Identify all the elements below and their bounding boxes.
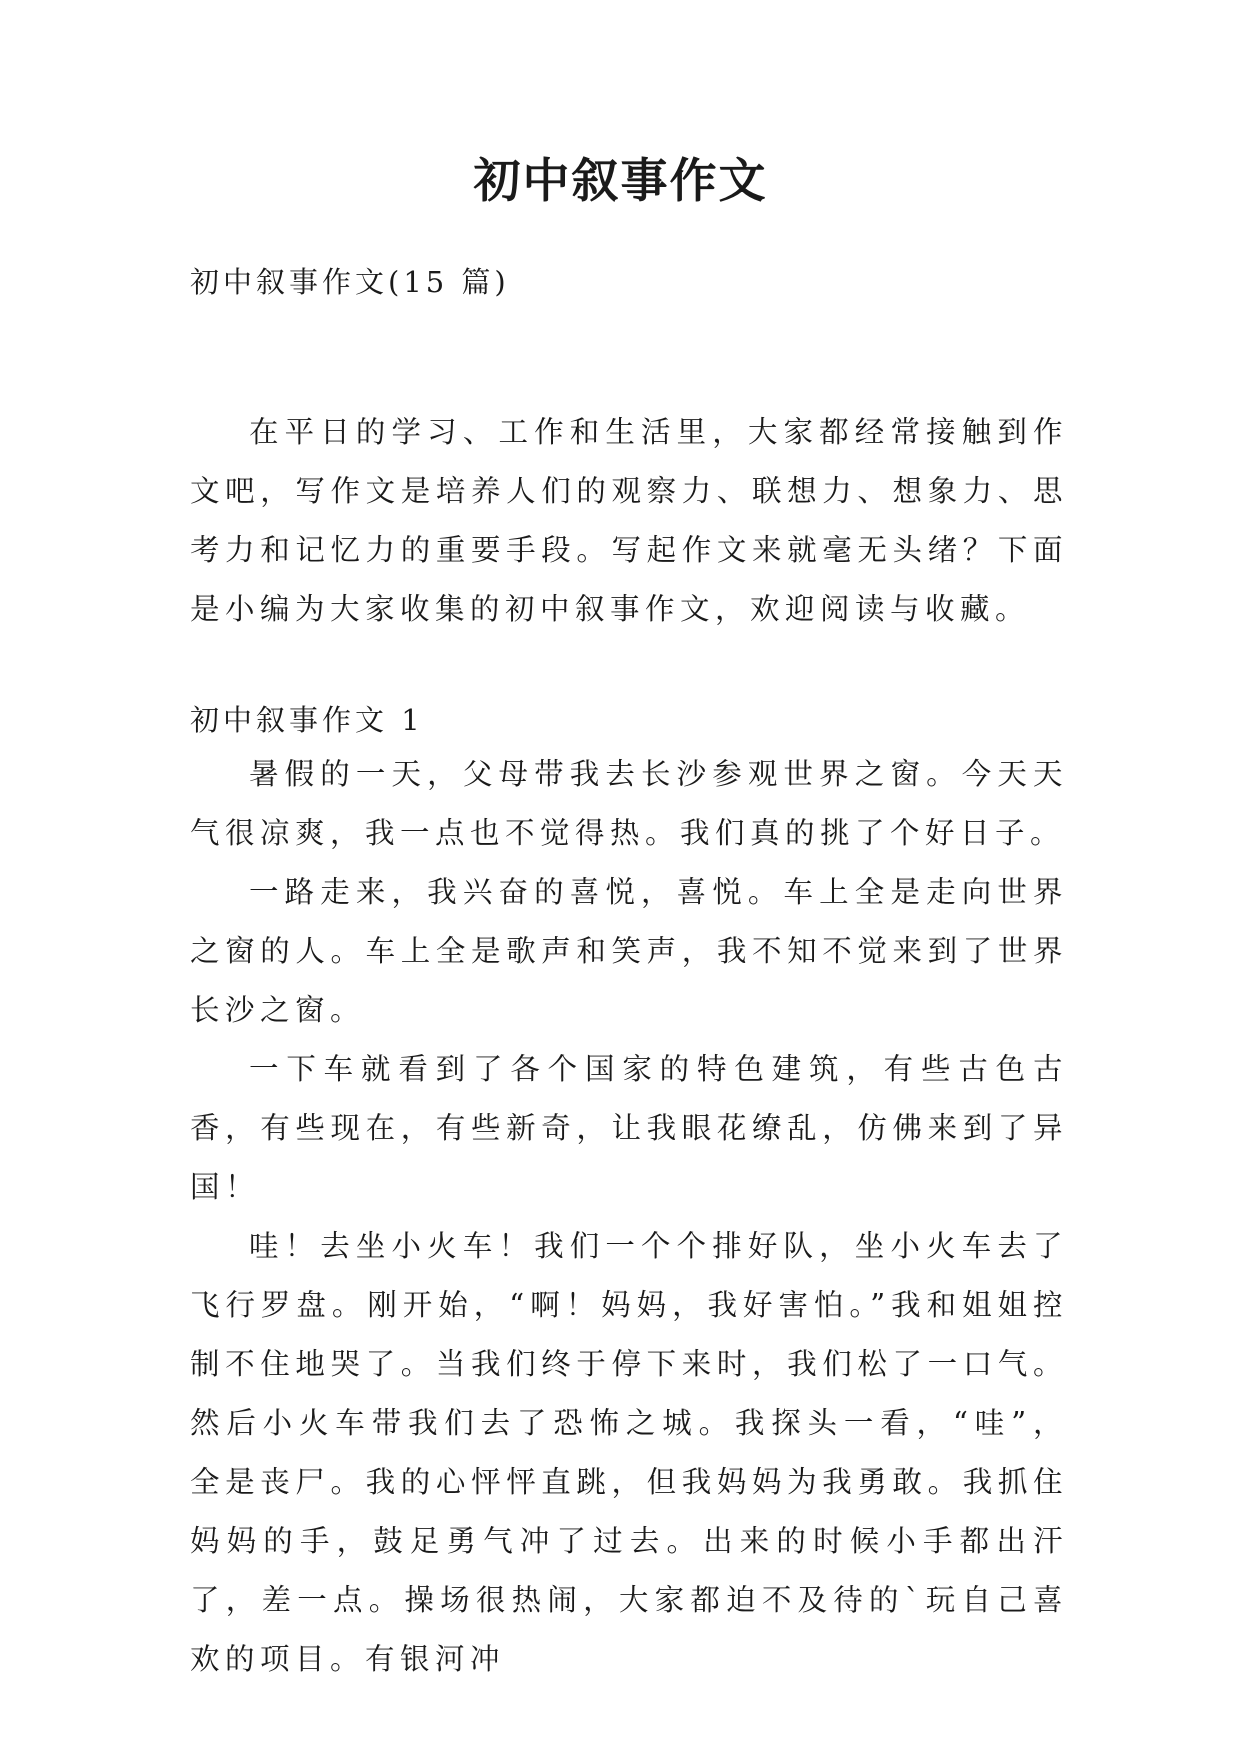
story-paragraph-3: 一下车就看到了各个国家的特色建筑，有些古色古香，有些现在，有些新奇，让我眼花缭乱，仿佛来到了异国！ <box>190 1052 1068 1204</box>
story-paragraph-1: 暑假的一天，父母带我去长沙参观世界之窗。今天天气很凉爽，我一点也不觉得热。我们真的挑了个好日子。 <box>190 757 1068 850</box>
intro-paragraph: 在平日的学习、工作和生活里，大家都经常接触到作文吧，写作文是培养人们的观察力、联想力、想象力、思考力和记忆力的重要手段。写起作文来就毫无头绪？下面是小编为大家收集的初中叙事作文，欢迎阅读与收藏。 <box>190 415 1068 626</box>
story-paragraph-2: 一路走来，我兴奋的喜悦，喜悦。车上全是走向世界之窗的人。车上全是歌声和笑声，我不知不觉来到了世界长沙之窗。 <box>190 875 1068 1027</box>
section-heading: 初中叙事作文 1 <box>190 703 424 737</box>
story-paragraph-4: 哇！去坐小火车！我们一个个排好队，坐小火车去了飞行罗盘。刚开始，“啊！妈妈，我好害怕。”我和姐姐控制不住地哭了。当我们终于停下来时，我们松了一口气。然后小火车带我们去了恐怖之城。我探头一看，“哇”，全是丧尸。我的心怦怦直跳，但我妈妈为我勇敢。我抓住妈妈的手，鼓足勇气冲了过去。出来的时候小手都出汗了，差一点。操场很热闹，大家都迫不及待的`玩自己喜欢的项目。有银河冲 <box>190 1229 1068 1676</box>
document-title: 初中叙事作文 <box>473 154 768 209</box>
story-body <box>190 745 1068 1689</box>
document-subtitle: 初中叙事作文(15 篇) <box>190 265 510 299</box>
